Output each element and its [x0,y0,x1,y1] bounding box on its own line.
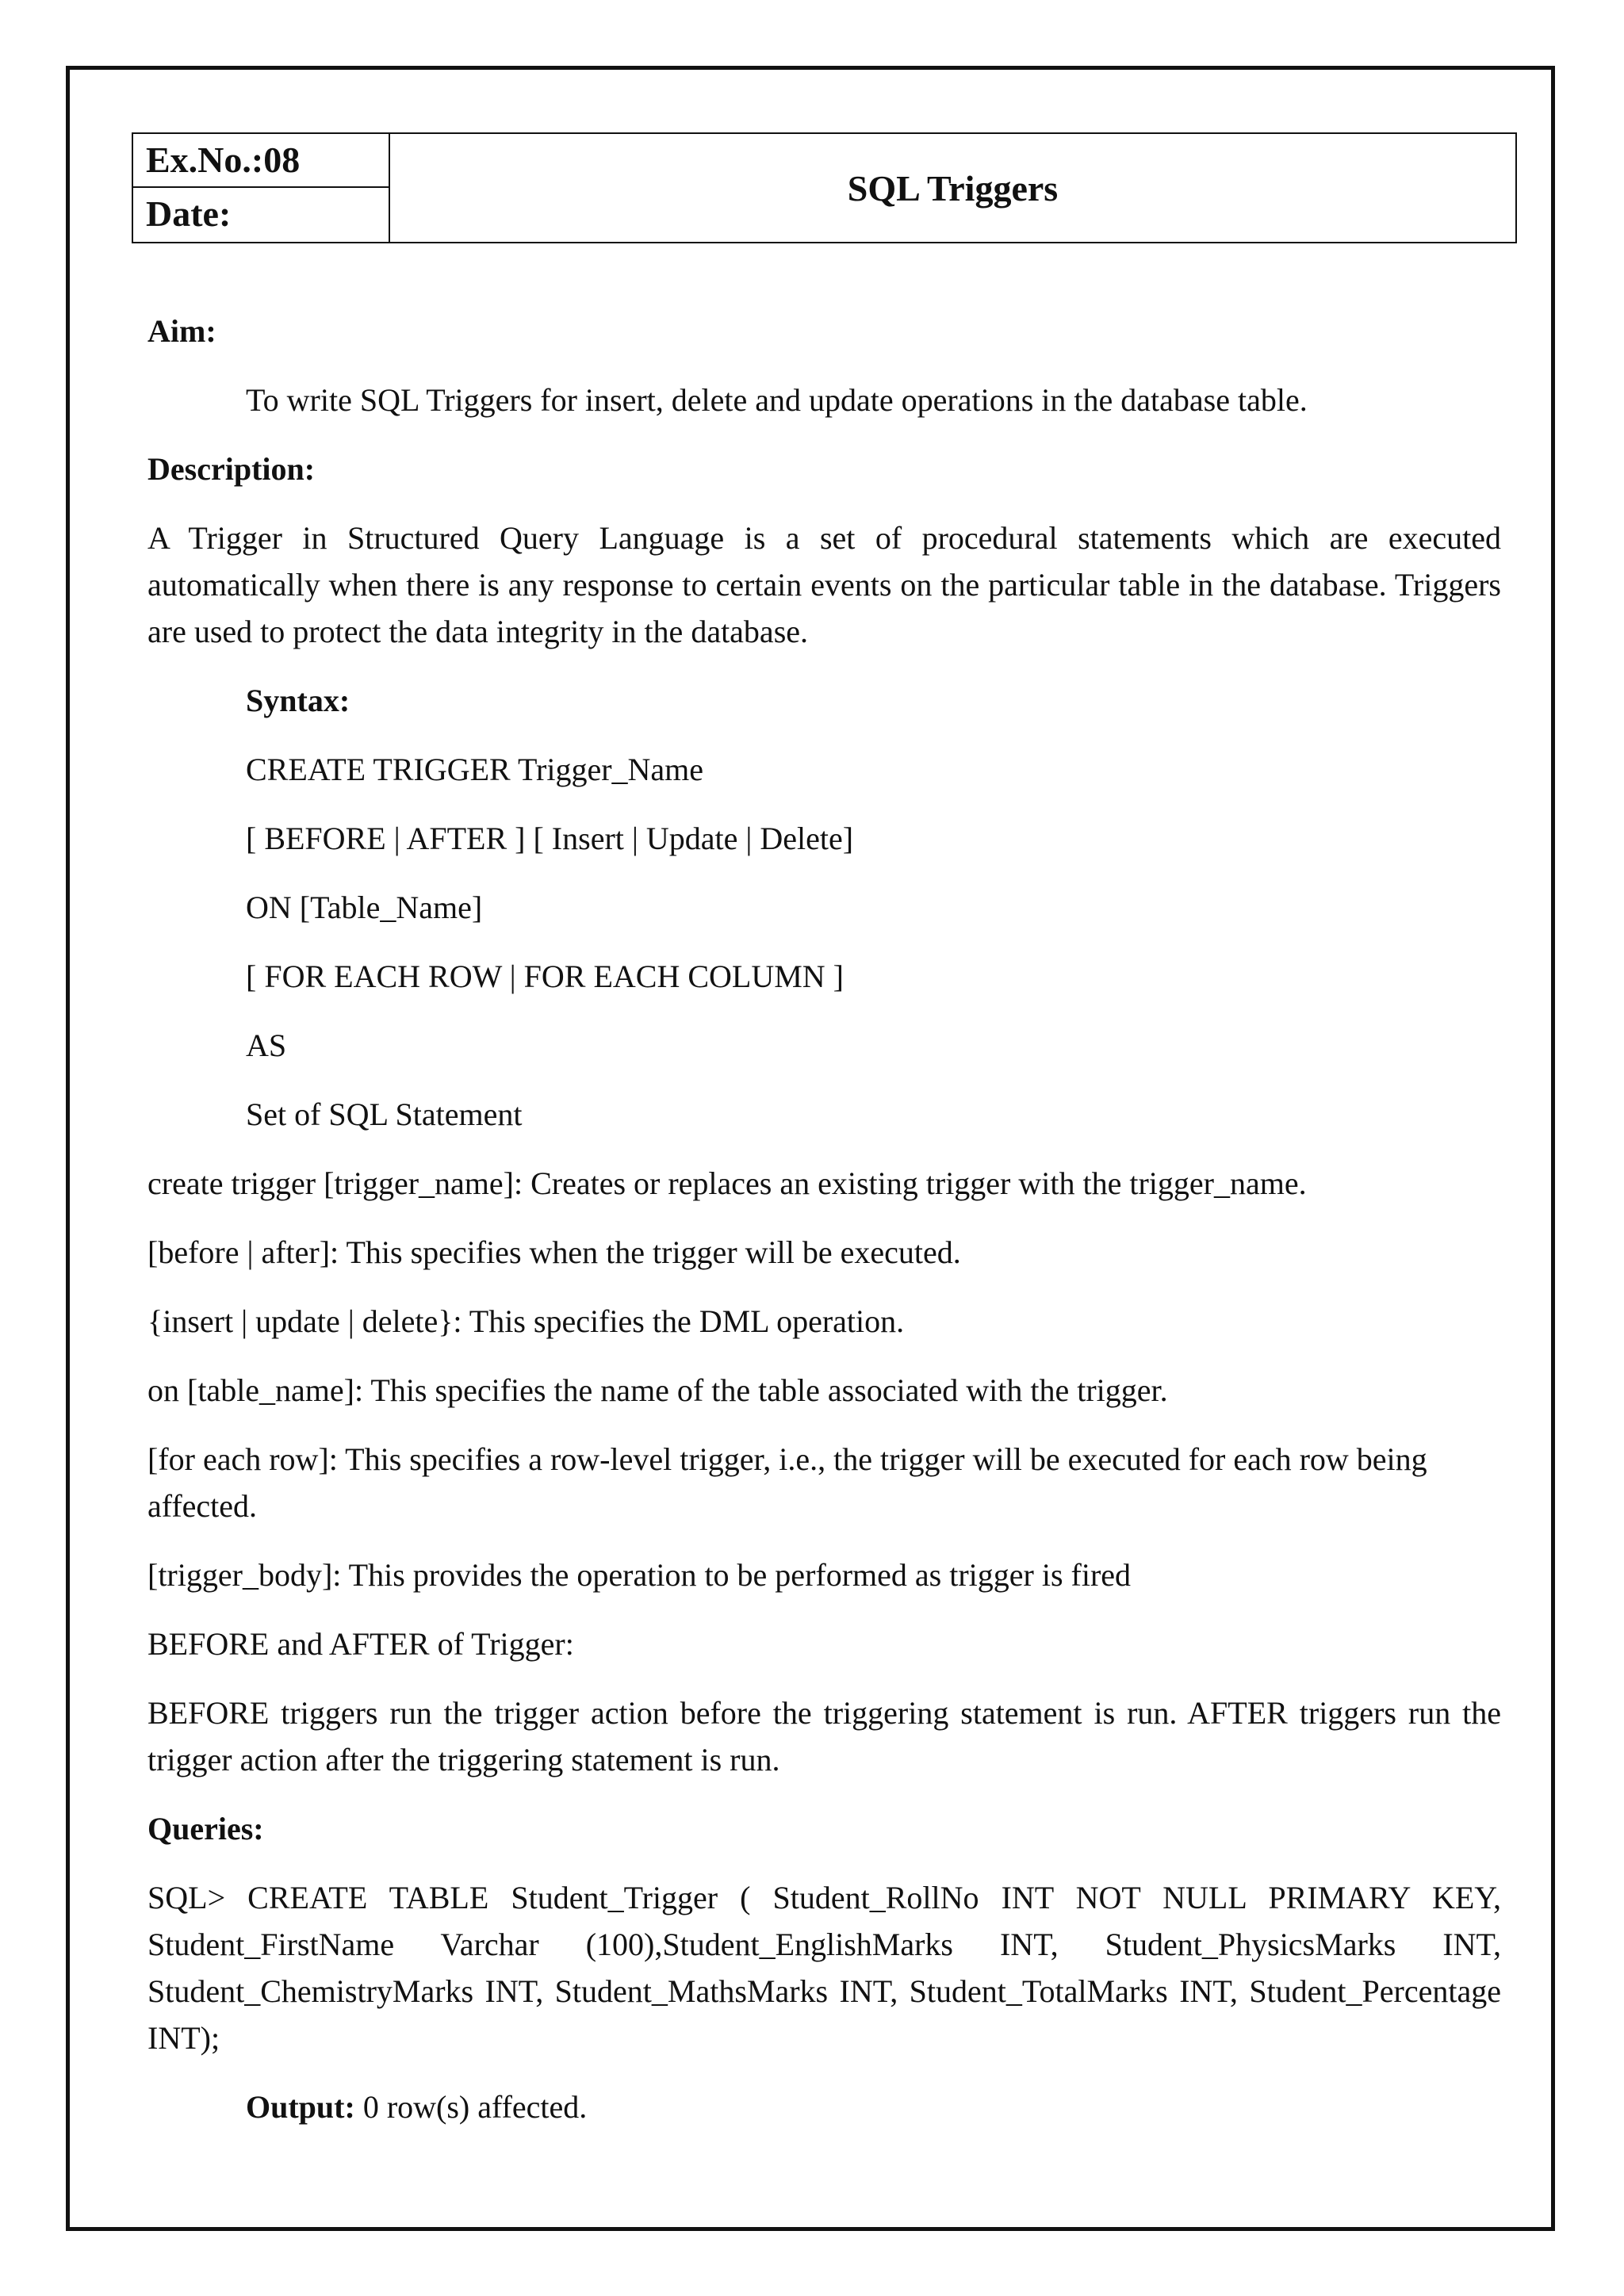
aim-heading: Aim: [147,313,216,349]
output-label: Output: [246,2089,355,2125]
query-output [147,2084,1501,2130]
queries-heading: Queries: [147,1811,264,1846]
header-table [132,132,1517,243]
syntax-line: [ BEFORE | AFTER ] [ Insert | Update | Delete] [246,821,854,856]
page-title: SQL Triggers [847,167,1059,209]
document-body [147,308,1501,2152]
explanation-table-name: on [table_name]: This specifies the name of the table associated with the trigger. [147,1372,1168,1408]
before-after-text: BEFORE triggers run the trigger action before the triggering statement is run. AFTER triggers run the trigger action after the triggering statement is run. [147,1695,1501,1777]
syntax-line: CREATE TRIGGER Trigger_Name [246,752,704,787]
header-left-column [133,134,390,242]
explanation-for-each-row: [for each row]: This specifies a row-level trigger, i.e., the trigger will be executed for each row being affected. [147,1441,1427,1524]
date-label: Date: [146,193,232,234]
syntax-line: ON [Table_Name] [246,890,483,925]
syntax-line: [ FOR EACH ROW | FOR EACH COLUMN ] [246,959,844,994]
aim-text: To write SQL Triggers for insert, delete and update operations in the database table. [246,382,1308,418]
explanation-dml-operation: {insert | update | delete}: This specifies the DML operation. [147,1303,905,1339]
create-table-query: SQL> CREATE TABLE Student_Trigger ( Student_RollNo INT NOT NULL PRIMARY KEY, Student_FirstName Varchar (100),Student_EnglishMarks INT, Student_PhysicsMarks INT, Student_ChemistryMarks INT, Student_MathsMarks INT, Student_TotalMarks INT, Student_Percentage INT); [147,1880,1501,2056]
explanation-create-trigger: create trigger [trigger_name]: Creates or replaces an existing trigger with the trigger_name. [147,1165,1307,1201]
syntax-heading: Syntax: [246,683,350,718]
before-after-subheading: BEFORE and AFTER of Trigger: [147,1626,574,1662]
exercise-number: Ex.No.:08 [133,134,389,188]
syntax-line: Set of SQL Statement [246,1096,523,1132]
explanation-before-after: [before | after]: This specifies when the trigger will be executed. [147,1234,961,1270]
description-text: A Trigger in Structured Query Language is a set of procedural statements which are executed automatically when there is any response to certain events on the particular table in the database. Triggers are used to protect the data integrity in the database. [147,520,1501,649]
syntax-line: AS [246,1027,287,1063]
explanation-trigger-body: [trigger_body]: This provides the operation to be performed as trigger is fired [147,1557,1132,1593]
description-heading: Description: [147,451,316,487]
output-text: 0 row(s) affected. [354,2089,588,2125]
